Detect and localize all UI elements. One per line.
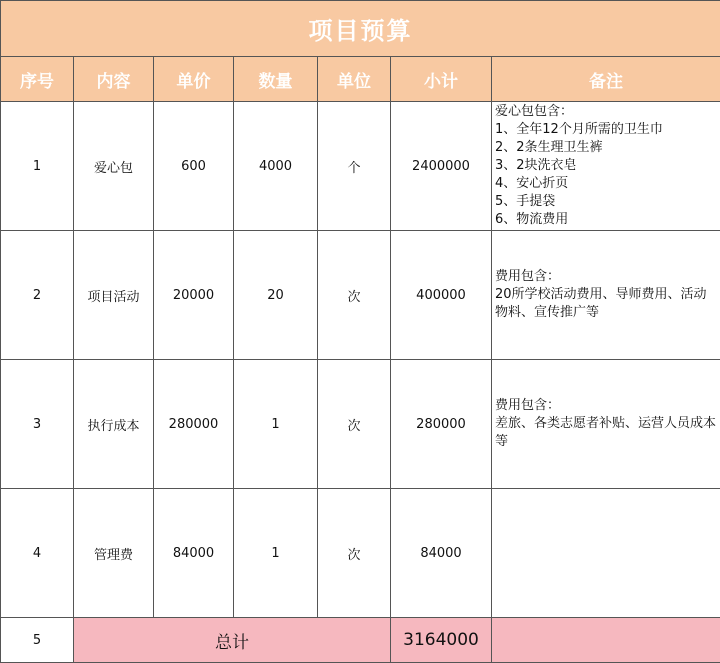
note-line: 差旅、各类志愿者补贴、运营人员成本等 [495,415,717,451]
note-line: 费用包含： [495,397,717,415]
cell-subtotal[interactable]: 280000 [391,360,492,489]
header-no: 序号 [1,57,74,102]
note-line: 费用包含： [495,268,717,286]
note-line: 3、2块洗衣皂 [495,157,717,175]
cell-no[interactable]: 1 [1,102,74,231]
cell-content[interactable]: 执行成本 [74,360,154,489]
cell-price[interactable]: 280000 [154,360,234,489]
header-qty: 数量 [234,57,318,102]
note-line: 1、全年12个月所需的卫生巾 [495,121,717,139]
total-no[interactable]: 5 [1,618,74,663]
note-line: 2、2条生理卫生裤 [495,139,717,157]
title-row [1,1,720,57]
cell-unit[interactable]: 次 [318,489,391,618]
table-row [1,489,720,618]
cell-no[interactable]: 4 [1,489,74,618]
header-price: 单价 [154,57,234,102]
cell-subtotal[interactable]: 400000 [391,231,492,360]
cell-unit[interactable]: 次 [318,231,391,360]
note-line: 爱心包包含： [495,103,717,121]
cell-unit[interactable]: 个 [318,102,391,231]
header-unit: 单位 [318,57,391,102]
cell-note[interactable] [492,231,720,360]
total-row [1,618,720,663]
cell-price[interactable]: 20000 [154,231,234,360]
table-title: 项目预算 [1,1,720,57]
total-label[interactable]: 总计 [74,618,391,663]
table-row [1,360,720,489]
cell-qty[interactable]: 1 [234,489,318,618]
note-line: 20所学校活动费用、导师费用、活动物料、宣传推广等 [495,286,717,322]
note-line: 6、物流费用 [495,211,717,229]
header-subtotal: 小计 [391,57,492,102]
cell-note[interactable] [492,489,720,618]
cell-qty[interactable]: 20 [234,231,318,360]
cell-note[interactable] [492,360,720,489]
note-line: 4、安心折页 [495,175,717,193]
note-line: 5、手提袋 [495,193,717,211]
cell-content[interactable]: 项目活动 [74,231,154,360]
cell-qty[interactable]: 1 [234,360,318,489]
cell-price[interactable]: 84000 [154,489,234,618]
header-content: 内容 [74,57,154,102]
header-note: 备注 [492,57,720,102]
header-row [1,57,720,102]
cell-price[interactable]: 600 [154,102,234,231]
cell-no[interactable]: 2 [1,231,74,360]
table-row [1,102,720,231]
table-row [1,231,720,360]
cell-content[interactable]: 管理费 [74,489,154,618]
cell-subtotal[interactable]: 84000 [391,489,492,618]
total-note[interactable] [492,618,720,663]
cell-note[interactable] [492,102,720,231]
cell-unit[interactable]: 次 [318,360,391,489]
cell-content[interactable]: 爱心包 [74,102,154,231]
total-value[interactable]: 3164000 [391,618,492,663]
cell-qty[interactable]: 4000 [234,102,318,231]
cell-no[interactable]: 3 [1,360,74,489]
cell-subtotal[interactable]: 2400000 [391,102,492,231]
